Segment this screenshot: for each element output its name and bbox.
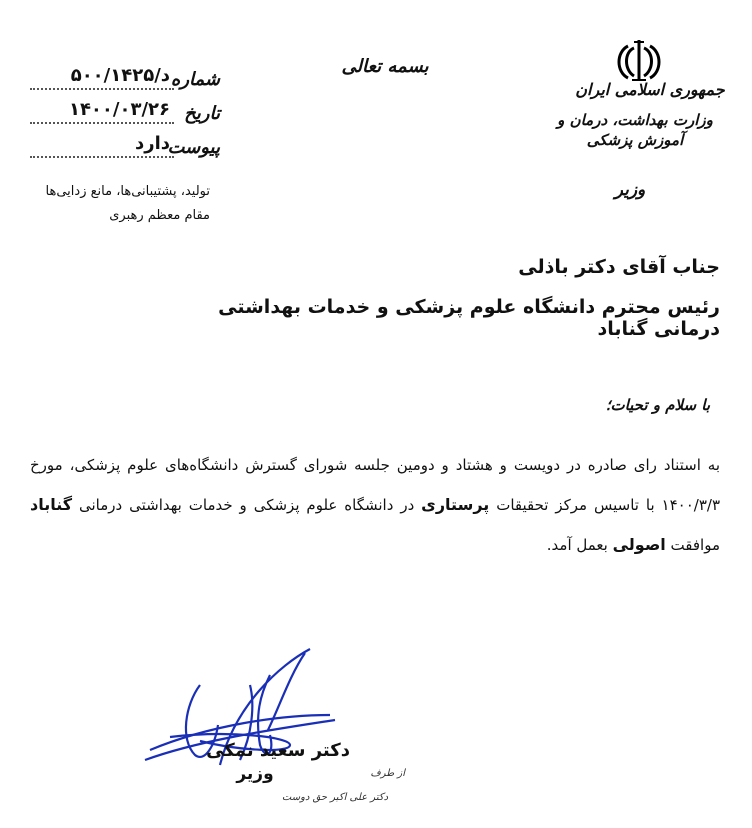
ministry-title: وزارت بهداشت، درمان و آموزش پزشکی <box>557 111 713 149</box>
emblem-icon <box>612 36 666 84</box>
addressee-name: جناب آقای دکتر باذلی <box>518 256 720 278</box>
slogan-text: تولید، پشتیبانی‌ها، مانع زدایی‌ها <box>45 184 210 199</box>
attachment-label: پیوست <box>167 137 220 158</box>
greeting: با سلام و تحیات؛ <box>605 396 710 414</box>
body-emphasis: پرستاری <box>421 495 490 514</box>
deputy-name: دکتر علی اکبر حق دوست <box>281 792 389 803</box>
body-text: بعمل آمد. <box>546 536 613 554</box>
office-title: وزیر <box>614 180 646 200</box>
addressee-title: رئیس محترم دانشگاه علوم پزشکی و خدمات بهداشتی درمانی گناباد <box>218 296 720 340</box>
letter-number-row <box>30 60 220 90</box>
letter-body <box>30 446 720 565</box>
date-label: تاریخ <box>184 103 220 124</box>
body-text: در دانشگاه علوم پزشکی و خدمات بهداشتی درمانی <box>72 496 422 514</box>
attachment-value: دارد <box>30 133 174 158</box>
number-label: شماره <box>170 69 220 90</box>
body-text: موافقت <box>665 536 720 554</box>
on-behalf-note: از طرف <box>370 768 405 779</box>
signer-name: دکتر سعید نمکی <box>206 740 350 761</box>
body-text: به استناد رای صادره در دویست و هشتاد و دومین جلسه شورای گسترش دانشگاه‌های علوم پزشکی، مورخ ۱۴۰۰/۳/۳ با تاسیس مرکز تحقیقات <box>30 456 720 514</box>
body-emphasis: اصولی <box>612 535 666 554</box>
slogan-source: مقام معظم رهبری <box>109 208 210 223</box>
slogan <box>20 180 210 228</box>
body-emphasis: گناباد <box>30 495 73 514</box>
date-value: ۱۴۰۰/۰۳/۲۶ <box>30 99 174 124</box>
letter-date-row <box>30 94 220 124</box>
attachment-row <box>30 128 220 158</box>
bismillah-heading: بسمه تعالی <box>341 56 429 77</box>
number-value: د/۵۰۰/۱۴۲۵ <box>30 65 174 90</box>
republic-title: جمهوری اسلامی ایران <box>575 80 725 99</box>
signer-title: وزیر <box>236 764 274 784</box>
